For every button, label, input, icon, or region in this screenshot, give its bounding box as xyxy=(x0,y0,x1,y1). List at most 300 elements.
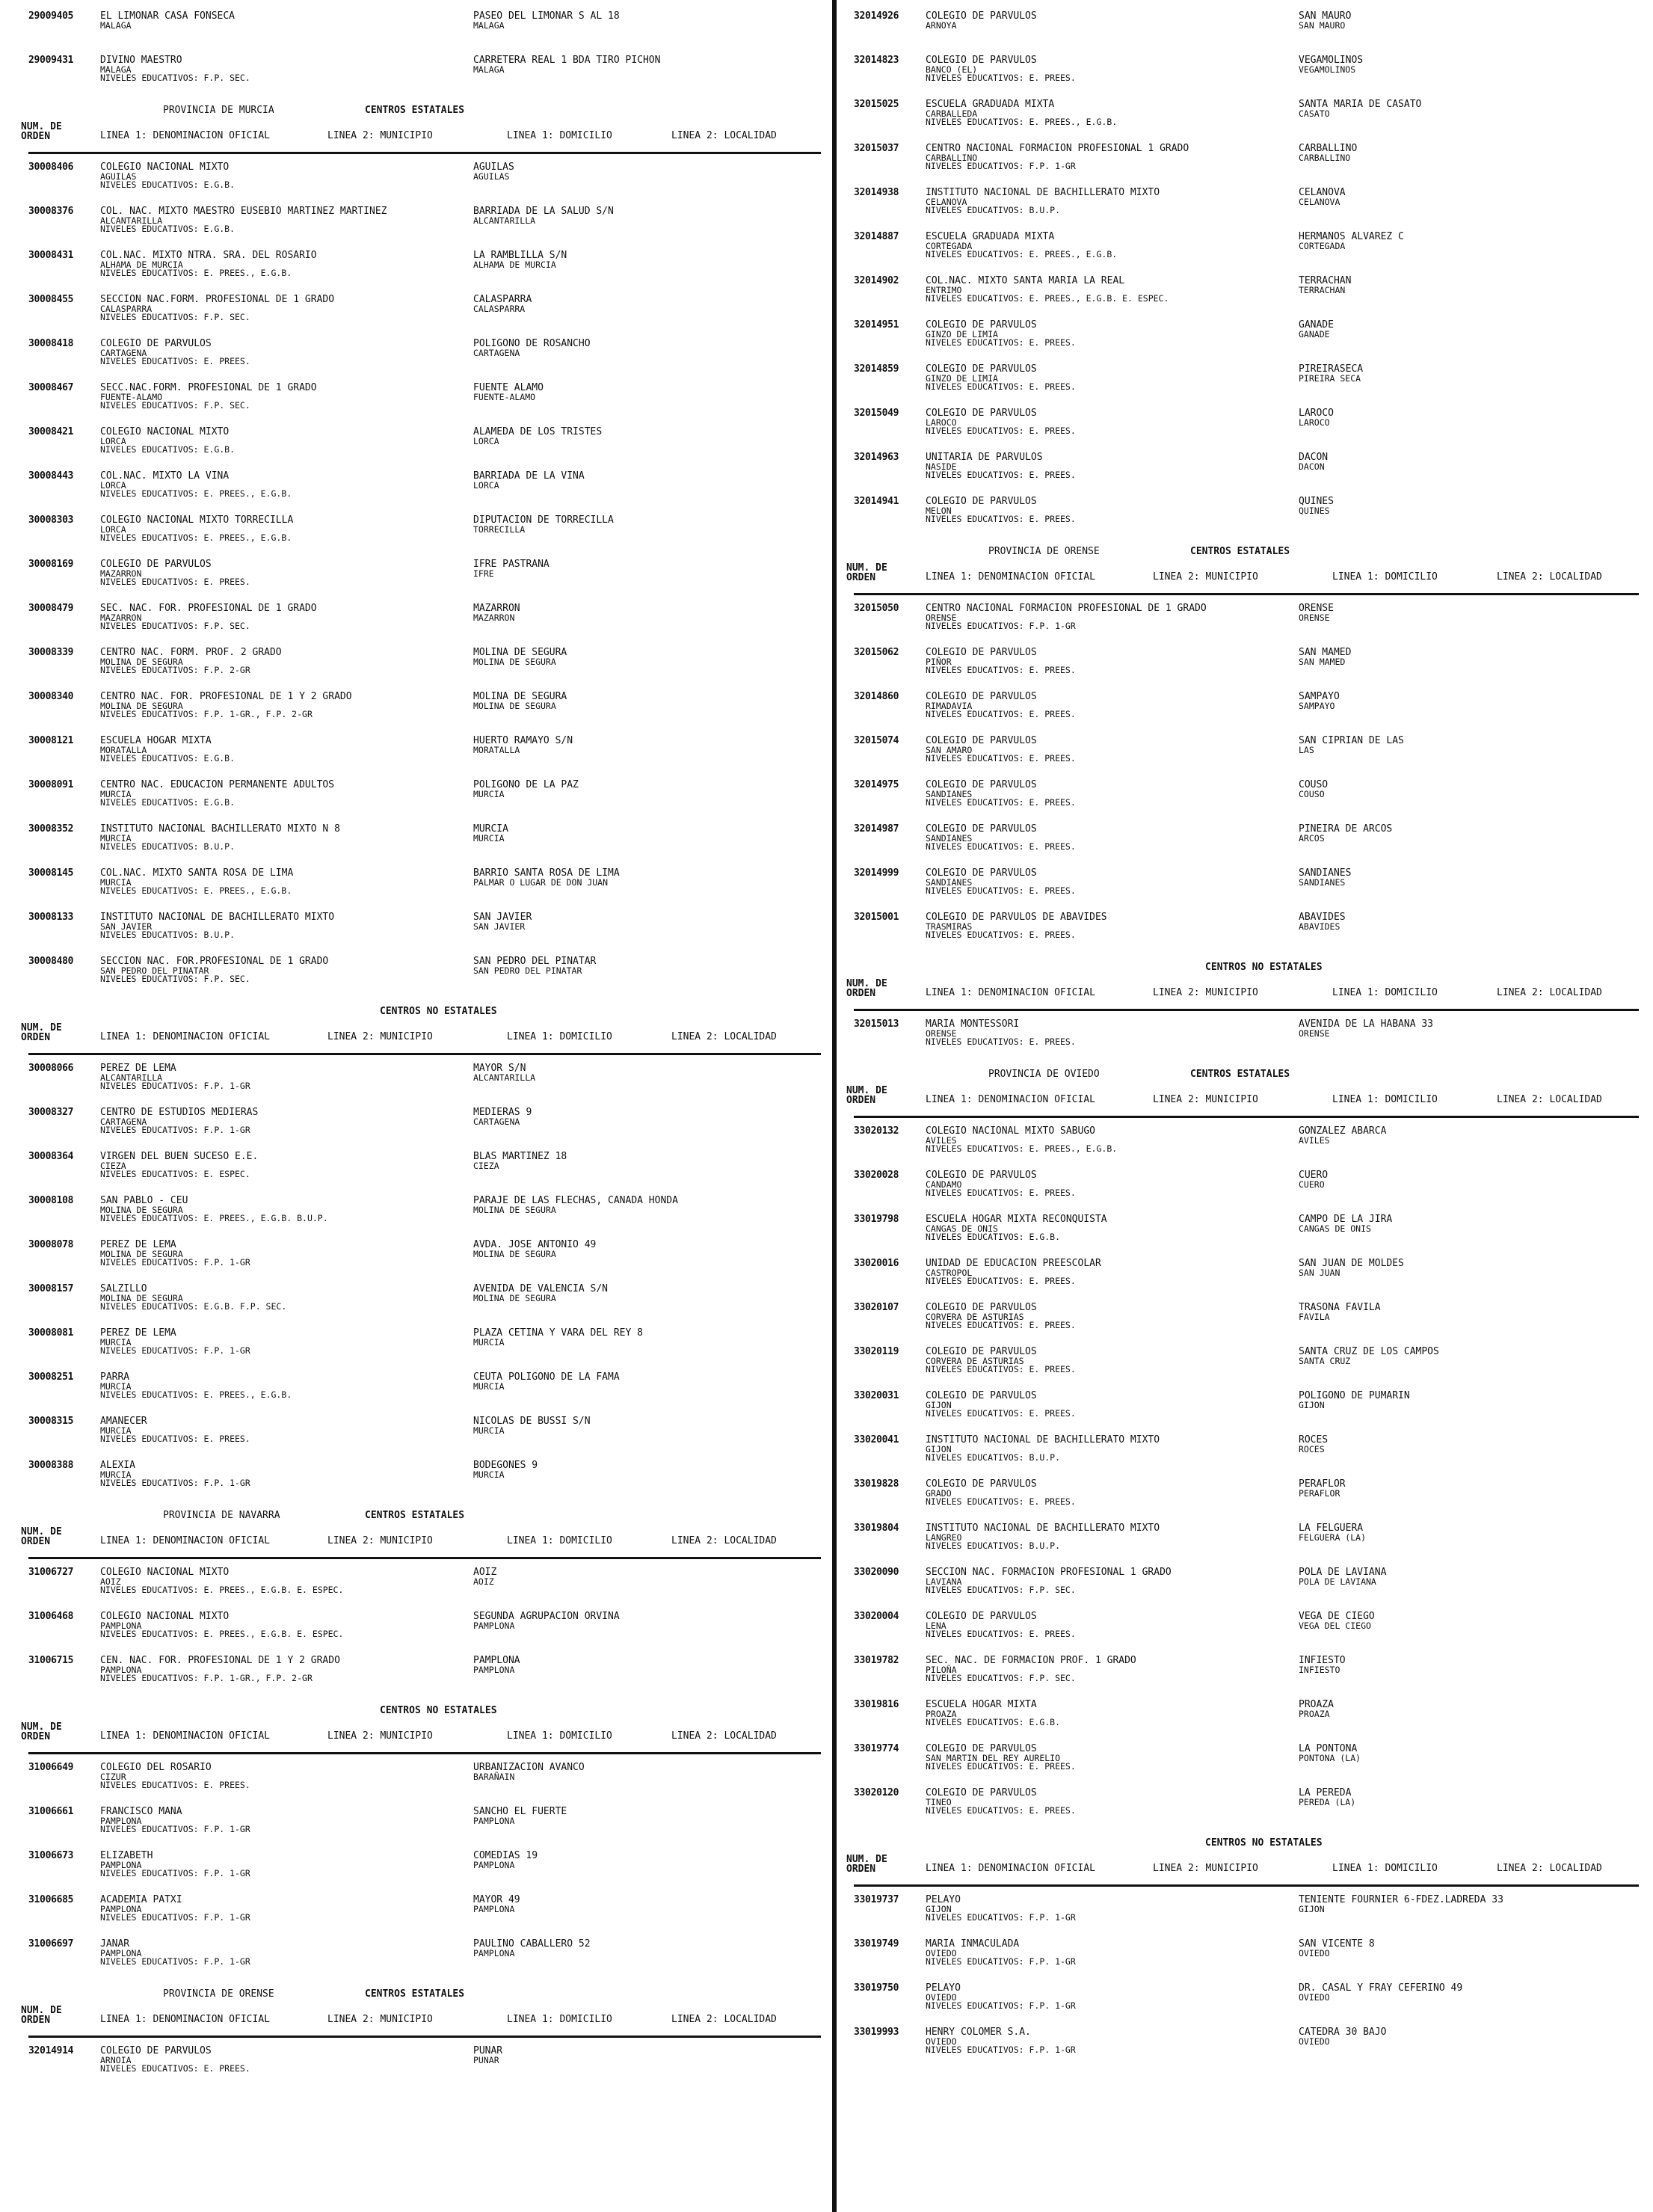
municipio: MURCIA xyxy=(100,1469,132,1480)
localidad: AOIZ xyxy=(473,1576,494,1586)
order-number: 33019993 xyxy=(854,2027,899,2038)
table-header xyxy=(21,2003,821,2038)
denominacion-oficial: PEREZ DE LEMA xyxy=(100,1328,176,1339)
entry-address-block xyxy=(473,1416,802,1435)
entry-row xyxy=(854,231,1639,275)
municipio: OVIEDO xyxy=(926,2036,957,2047)
entry-address-block xyxy=(1299,912,1628,931)
localidad: PROAZA xyxy=(1299,1708,1330,1718)
niveles-educativos: NIVELES EDUCATIVOS: E. PREES. xyxy=(100,356,250,366)
order-number: 30008078 xyxy=(28,1239,74,1250)
niveles-educativos: NIVELES EDUCATIVOS: B.U.P. xyxy=(926,1540,1061,1551)
localidad: ALCANTARILLA xyxy=(473,1072,536,1082)
niveles-educativos: NIVELES EDUCATIVOS: E. PREES. xyxy=(926,470,1076,480)
domicilio: PLAZA CETINA Y VARA DEL REY 8 xyxy=(473,1328,643,1339)
order-number: 30008455 xyxy=(28,294,74,305)
entry-denomination-block xyxy=(100,427,489,455)
municipio: LANGREO xyxy=(926,1531,962,1543)
order-number: 33020107 xyxy=(854,1302,899,1313)
localidad: MURCIA xyxy=(473,788,505,799)
entry-address-block xyxy=(473,206,802,225)
niveles-educativos: NIVELES EDUCATIVOS: E. PREES., E.G.B. E. ESPEC. xyxy=(100,1629,344,1639)
entry-denomination-block xyxy=(926,320,1314,348)
entry-address-block xyxy=(1299,188,1628,206)
entry-denomination-block xyxy=(100,912,489,940)
niveles-educativos: NIVELES EDUCATIVOS: F.P. 1-GR xyxy=(100,1125,250,1135)
centros-type: CENTROS NO ESTATALES xyxy=(1205,1837,1323,1849)
localidad: CARTAGENA xyxy=(473,1116,520,1126)
localidad: ABAVIDES xyxy=(1299,921,1340,931)
municipio: SANDIANES xyxy=(926,832,973,844)
localidad: PAMPLONA xyxy=(473,1620,515,1630)
denominacion-oficial: PEREZ DE LEMA xyxy=(100,1240,176,1250)
order-number: 30008121 xyxy=(28,735,74,746)
header-num-orden: NUM. DE ORDEN xyxy=(846,1854,887,1875)
denominacion-oficial: CENTRO DE ESTUDIOS MEDIERAS xyxy=(100,1107,259,1118)
entry-row xyxy=(854,10,1639,55)
entry-address-block xyxy=(1299,232,1628,251)
localidad: CALASPARRA xyxy=(473,303,526,313)
order-number: 32014999 xyxy=(854,867,899,879)
entry-address-block xyxy=(1299,1479,1628,1498)
domicilio: PERAFLOR xyxy=(1299,1479,1346,1490)
denominacion-oficial: COLEGIO DE PARVULOS xyxy=(926,1744,1037,1754)
niveles-educativos: NIVELES EDUCATIVOS: F.P. 1-GR xyxy=(926,2000,1076,2011)
localidad: ALCANTARILLA xyxy=(473,215,536,225)
entry-denomination-block xyxy=(100,295,489,322)
order-number: 30008479 xyxy=(28,603,74,614)
domicilio: DIPUTACION DE TORRECILLA xyxy=(473,515,614,526)
localidad: LORCA xyxy=(473,479,499,490)
municipio: OVIEDO xyxy=(926,1991,957,2003)
niveles-educativos: NIVELES EDUCATIVOS: B.U.P. xyxy=(926,1452,1061,1463)
municipio: LORCA xyxy=(100,479,126,491)
domicilio: CARBALLINO xyxy=(1299,144,1358,154)
entry-row xyxy=(854,647,1639,691)
localidad: MALAGA xyxy=(473,64,505,74)
domicilio: POLIGONO DE LA PAZ xyxy=(473,780,579,790)
denominacion-oficial: COLEGIO NACIONAL MIXTO xyxy=(100,162,230,173)
niveles-educativos: NIVELES EDUCATIVOS: E. PREES., E.G.B. xyxy=(926,1143,1118,1154)
entry-address-block xyxy=(1299,1744,1628,1763)
denominacion-oficial: ACADEMIA PATXI xyxy=(100,1895,182,1905)
entry-address-block xyxy=(1299,1019,1628,1038)
niveles-educativos: NIVELES EDUCATIVOS: F.P. SEC. xyxy=(100,312,250,322)
niveles-educativos: NIVELES EDUCATIVOS: E. PREES. xyxy=(926,709,1076,719)
localidad: MOLINA DE SEGURA xyxy=(473,1204,556,1214)
domicilio: ROCES xyxy=(1299,1435,1329,1446)
entry-row xyxy=(28,338,821,382)
localidad: FAVILA xyxy=(1299,1311,1330,1321)
entry-denomination-block xyxy=(100,1567,489,1595)
entry-denomination-block xyxy=(100,1851,489,1878)
niveles-educativos: NIVELES EDUCATIVOS: F.P. 1-GR xyxy=(100,1824,250,1834)
niveles-educativos: NIVELES EDUCATIVOS: E. PREES., E.G.B. E. ESPEC. xyxy=(926,293,1169,304)
entry-row xyxy=(854,1434,1639,1478)
entry-denomination-block xyxy=(100,1807,489,1834)
entry-denomination-block xyxy=(926,232,1314,259)
domicilio: URBANIZACION AVANCO xyxy=(473,1763,585,1773)
municipio: AGUILAS xyxy=(100,170,137,182)
entry-denomination-block xyxy=(926,736,1314,764)
domicilio: CEUTA POLIGONO DE LA FAMA xyxy=(473,1372,620,1383)
entry-address-block xyxy=(1299,1939,1628,1958)
entry-denomination-block xyxy=(926,497,1314,524)
denominacion-oficial: UNIDAD DE EDUCACION PREESCOLAR xyxy=(926,1259,1101,1269)
denominacion-oficial: COLEGIO DE PARVULOS DE ABAVIDES xyxy=(926,912,1107,923)
entry-row xyxy=(854,143,1639,187)
entry-denomination-block xyxy=(100,11,489,30)
denominacion-oficial: SECCION NAC. FORMACION PROFESIONAL 1 GRADO xyxy=(926,1567,1172,1578)
entry-address-block xyxy=(473,339,802,357)
entry-row xyxy=(28,1938,821,1982)
entry-row xyxy=(854,496,1639,540)
order-number: 33020120 xyxy=(854,1787,899,1798)
order-number: 33020031 xyxy=(854,1390,899,1401)
niveles-educativos: NIVELES EDUCATIVOS: E.G.B. xyxy=(100,797,236,808)
entry-address-block xyxy=(1299,1656,1628,1674)
entry-denomination-block xyxy=(926,1788,1314,1816)
municipio: MURCIA xyxy=(100,788,132,799)
niveles-educativos: NIVELES EDUCATIVOS: E. PREES. xyxy=(926,1364,1076,1374)
entry-row xyxy=(854,603,1639,647)
entry-address-block xyxy=(473,648,802,666)
domicilio: VEGAMOLINOS xyxy=(1299,55,1364,66)
entry-address-block xyxy=(1299,1259,1628,1277)
municipio: CANDAMO xyxy=(926,1179,962,1190)
domicilio: SAN JAVIER xyxy=(473,912,532,923)
niveles-educativos: NIVELES EDUCATIVOS: E. PREES., E.G.B. xyxy=(100,1389,292,1400)
domicilio: PAMPLONA xyxy=(473,1656,520,1666)
order-number: 30008327 xyxy=(28,1107,74,1118)
entry-row xyxy=(28,603,821,647)
localidad: MAZARRON xyxy=(473,612,515,622)
entry-denomination-block xyxy=(926,1744,1314,1772)
niveles-educativos: NIVELES EDUCATIVOS: B.U.P. xyxy=(100,841,236,852)
centros-heading-row xyxy=(28,1000,821,1020)
municipio: ARNOIA xyxy=(100,2054,132,2065)
municipio: MOLINA DE SEGURA xyxy=(100,1292,183,1303)
municipio: LENA xyxy=(926,1620,946,1631)
table-header xyxy=(21,1524,821,1559)
niveles-educativos: NIVELES EDUCATIVOS: F.P. SEC. xyxy=(926,1585,1076,1595)
entry-row xyxy=(854,319,1639,363)
entry-denomination-block xyxy=(926,144,1314,171)
municipio: SANDIANES xyxy=(926,788,973,799)
entry-address-block xyxy=(1299,1523,1628,1542)
entry-address-block xyxy=(473,295,802,313)
province-name: PROVINCIA DE MURCIA xyxy=(163,105,274,116)
municipio: MOLINA DE SEGURA xyxy=(100,700,183,711)
denominacion-oficial: COLEGIO DE PARVULOS xyxy=(926,1479,1037,1490)
entry-denomination-block xyxy=(926,1347,1314,1374)
domicilio: POLA DE LAVIANA xyxy=(1299,1567,1387,1578)
domicilio: SAN MAURO xyxy=(1299,11,1352,22)
denominacion-oficial: COLEGIO DE PARVULOS xyxy=(926,497,1037,507)
entry-address-block xyxy=(1299,2027,1628,2046)
municipio: TRASMIRAS xyxy=(926,921,973,932)
localidad: SAN JUAN xyxy=(1299,1267,1340,1277)
order-number: 30008091 xyxy=(28,779,74,790)
entry-denomination-block xyxy=(100,1107,489,1135)
localidad: PONTONA (LA) xyxy=(1299,1752,1361,1763)
entry-denomination-block xyxy=(926,452,1314,480)
domicilio: AOIZ xyxy=(473,1567,497,1578)
municipio: CELANOVA xyxy=(926,196,967,207)
denominacion-oficial: COLEGIO DE PARVULOS xyxy=(926,1391,1037,1401)
entry-row xyxy=(28,735,821,779)
entry-row xyxy=(28,1806,821,1850)
localidad: PAMPLONA xyxy=(473,1859,515,1870)
denominacion-oficial: SEC. NAC. DE FORMACION PROF. 1 GRADO xyxy=(926,1656,1136,1666)
entry-denomination-block xyxy=(926,1435,1314,1463)
domicilio: PROAZA xyxy=(1299,1700,1334,1710)
header-municipio: LINEA 2: MUNICIPIO xyxy=(327,1730,433,1742)
order-number: 33020090 xyxy=(854,1567,899,1578)
denominacion-oficial: PELAYO xyxy=(926,1895,961,1905)
denominacion-oficial: COLEGIO DE PARVULOS xyxy=(926,648,1037,658)
order-number: 30008443 xyxy=(28,470,74,482)
order-number: 31006697 xyxy=(28,1938,74,1950)
order-number: 33020016 xyxy=(854,1258,899,1269)
column-divider xyxy=(832,0,837,2212)
header-localidad: LINEA 2: LOCALIDAD xyxy=(1497,571,1602,583)
entry-row xyxy=(854,1170,1639,1214)
order-number: 33019804 xyxy=(854,1523,899,1534)
entry-address-block xyxy=(1299,276,1628,295)
municipio: MELON xyxy=(926,505,952,516)
entry-row xyxy=(854,1346,1639,1390)
entry-denomination-block xyxy=(100,1240,489,1268)
domicilio: LA RAMBLILLA S/N xyxy=(473,251,567,261)
entry-address-block xyxy=(473,1656,802,1674)
niveles-educativos: NIVELES EDUCATIVOS: F.P. 1-GR xyxy=(926,621,1076,631)
niveles-educativos: NIVELES EDUCATIVOS: E. PREES. xyxy=(926,1188,1076,1198)
domicilio: GANADE xyxy=(1299,320,1334,331)
header-num-orden: NUM. DE ORDEN xyxy=(21,121,62,142)
domicilio: BARRIO SANTA ROSA DE LIMA xyxy=(473,868,620,879)
entry-address-block xyxy=(473,912,802,931)
domicilio: FUENTE ALAMO xyxy=(473,383,544,393)
entry-address-block xyxy=(1299,1126,1628,1145)
entry-denomination-block xyxy=(926,1656,1314,1683)
entry-address-block xyxy=(473,868,802,887)
entry-row xyxy=(854,452,1639,496)
order-number: 32015013 xyxy=(854,1019,899,1030)
order-number: 33019782 xyxy=(854,1655,899,1666)
niveles-educativos: NIVELES EDUCATIVOS: F.P. 1-GR xyxy=(100,1081,250,1091)
entry-denomination-block xyxy=(100,780,489,808)
denominacion-oficial: CEN. NAC. FOR. PROFESIONAL DE 1 Y 2 GRADO xyxy=(100,1656,340,1666)
denominacion-oficial: COLEGIO NACIONAL MIXTO SABUGO xyxy=(926,1126,1095,1137)
niveles-educativos: NIVELES EDUCATIVOS: E. PREES., E.G.B. xyxy=(100,532,292,543)
niveles-educativos: NIVELES EDUCATIVOS: E. PREES. xyxy=(100,1434,250,1444)
domicilio: COMEDIAS 19 xyxy=(473,1851,538,1861)
entry-denomination-block xyxy=(100,1763,489,1790)
entry-row xyxy=(854,1655,1639,1699)
denominacion-oficial: ELIZABETH xyxy=(100,1851,153,1861)
entry-denomination-block xyxy=(926,1939,1314,1967)
denominacion-oficial: COLEGIO DE PARVULOS xyxy=(926,364,1037,375)
order-number: 30008467 xyxy=(28,382,74,393)
denominacion-oficial: COLEGIO DE PARVULOS xyxy=(100,339,212,349)
entry-row xyxy=(854,1125,1639,1170)
niveles-educativos: NIVELES EDUCATIVOS: F.P. 1-GR xyxy=(926,1912,1076,1923)
domicilio: BLAS MARTINEZ 18 xyxy=(473,1152,567,1162)
domicilio: MAYOR 49 xyxy=(473,1895,520,1905)
denominacion-oficial: COLEGIO DE PARVULOS xyxy=(926,780,1037,790)
domicilio: SEGUNDA AGRUPACION ORVINA xyxy=(473,1612,620,1622)
localidad: SAN MAURO xyxy=(1299,19,1346,30)
municipio: PIÑOR xyxy=(926,656,952,667)
denominacion-oficial: COLEGIO NACIONAL MIXTO TORRECILLA xyxy=(100,515,294,526)
domicilio: IFRE PASTRANA xyxy=(473,559,550,570)
entry-row xyxy=(28,1107,821,1151)
municipio: SAN MARTIN DEL REY AURELIO xyxy=(926,1752,1061,1763)
header-municipio: LINEA 2: MUNICIPIO xyxy=(1153,1094,1258,1105)
localidad: MURCIA xyxy=(473,832,505,843)
niveles-educativos: NIVELES EDUCATIVOS: F.P. 1-GR., F.P. 2-GR xyxy=(100,709,313,719)
entry-denomination-block xyxy=(100,251,489,278)
localidad: ARCOS xyxy=(1299,832,1325,843)
localidad: FUENTE-ALAMO xyxy=(473,391,536,402)
municipio: AVILES xyxy=(926,1134,957,1146)
niveles-educativos: NIVELES EDUCATIVOS: E. PREES., E.G.B. xyxy=(100,268,292,278)
municipio: SAN PEDRO DEL PINATAR xyxy=(100,965,209,976)
niveles-educativos: NIVELES EDUCATIVOS: E.G.B. xyxy=(100,224,236,234)
niveles-educativos: NIVELES EDUCATIVOS: E. PREES. xyxy=(926,930,1076,940)
denominacion-oficial: FRANCISCO MAÑA xyxy=(100,1807,182,1817)
localidad: BARAÑAIN xyxy=(473,1771,515,1781)
domicilio: PINEIRA DE ARCOS xyxy=(1299,824,1393,835)
domicilio: ALAMEDA DE LOS TRISTES xyxy=(473,427,603,437)
header-localidad: LINEA 2: LOCALIDAD xyxy=(1497,987,1602,998)
order-number: 33020132 xyxy=(854,1125,899,1137)
municipio: GIJON xyxy=(926,1443,952,1454)
centros-heading-row xyxy=(28,1699,821,1719)
header-num-orden: NUM. DE ORDEN xyxy=(21,1526,62,1547)
entry-denomination-block xyxy=(926,188,1314,215)
order-number: 32014975 xyxy=(854,779,899,790)
entry-address-block xyxy=(1299,692,1628,710)
entry-row xyxy=(28,1371,821,1416)
niveles-educativos: NIVELES EDUCATIVOS: F.P. 1-GR xyxy=(100,1257,250,1268)
province-name: PROVINCIA DE OVIEDO xyxy=(988,1069,1100,1080)
municipio: MALAGA xyxy=(100,64,132,75)
order-number: 31006685 xyxy=(28,1894,74,1905)
entry-address-block xyxy=(473,1152,802,1170)
localidad: MOLINA DE SEGURA xyxy=(473,656,556,666)
header-municipio: LINEA 2: MUNICIPIO xyxy=(1153,987,1258,998)
denominacion-oficial: COLEGIO DE PARVULOS xyxy=(926,320,1037,331)
domicilio: PIREIRASECA xyxy=(1299,364,1364,375)
header-municipio: LINEA 2: MUNICIPIO xyxy=(327,130,433,141)
province-name: PROVINCIA DE ORENSE xyxy=(988,546,1100,557)
entry-denomination-block xyxy=(926,1567,1314,1595)
niveles-educativos: NIVELES EDUCATIVOS: F.P. SEC. xyxy=(100,400,250,411)
denominacion-oficial: SEC. NAC. FOR. PROFESIONAL DE 1 GRADO xyxy=(100,603,317,614)
localidad: MOLINA DE SEGURA xyxy=(473,700,556,710)
niveles-educativos: NIVELES EDUCATIVOS: E.G.B. xyxy=(926,1717,1061,1727)
niveles-educativos: NIVELES EDUCATIVOS: E. PREES. xyxy=(926,753,1076,764)
entry-row xyxy=(854,99,1639,143)
denominacion-oficial: COLEGIO DE PARVULOS xyxy=(100,2046,212,2056)
denominacion-oficial: INSTITUTO NACIONAL DE BACHILLERATO MIXTO xyxy=(926,188,1160,198)
header-localidad: LINEA 2: LOCALIDAD xyxy=(671,1535,777,1546)
municipio: GIJON xyxy=(926,1399,952,1410)
order-number: 32014887 xyxy=(854,231,899,242)
niveles-educativos: NIVELES EDUCATIVOS: E. PREES. xyxy=(926,73,1076,83)
localidad: SAMPAYO xyxy=(1299,700,1335,710)
municipio: CIEZA xyxy=(100,1160,126,1171)
denominacion-oficial: COLEGIO DE PARVULOS xyxy=(926,1303,1037,1313)
entry-denomination-block xyxy=(926,692,1314,719)
domicilio: POLIGONO DE PUMARIN xyxy=(1299,1391,1410,1401)
entry-denomination-block xyxy=(100,1939,489,1967)
header-num-orden: NUM. DE ORDEN xyxy=(846,978,887,999)
domicilio: SAMPAYO xyxy=(1299,692,1340,702)
order-number: 33020028 xyxy=(854,1170,899,1181)
municipio: MORATALLA xyxy=(100,744,147,755)
domicilio: AGUILAS xyxy=(473,162,514,173)
municipio: LORCA xyxy=(100,435,126,446)
entry-row xyxy=(854,1214,1639,1258)
municipio: PAMPLONA xyxy=(100,1859,142,1870)
localidad: PAMPLONA xyxy=(473,1815,515,1825)
denominacion-oficial: COL.NAC. MIXTO NTRA. SRA. DEL ROSARIO xyxy=(100,251,317,261)
niveles-educativos: NIVELES EDUCATIVOS: E. PREES. xyxy=(100,577,250,587)
municipio: GINZO DE LIMIA xyxy=(926,372,998,384)
localidad: SAN PEDRO DEL PINATAR xyxy=(473,965,582,975)
denominacion-oficial: COLEGIO DE PARVULOS xyxy=(926,824,1037,835)
entry-address-block xyxy=(473,736,802,755)
entry-address-block xyxy=(473,383,802,402)
niveles-educativos: NIVELES EDUCATIVOS: E. PREES. xyxy=(926,337,1076,348)
centros-type: CENTROS ESTATALES xyxy=(365,1510,465,1521)
entry-row xyxy=(854,1019,1639,1063)
domicilio: AVDA. JOSE ANTONIO 49 xyxy=(473,1240,597,1250)
province-heading-row xyxy=(28,1504,821,1524)
entry-address-block xyxy=(1299,648,1628,666)
entry-address-block xyxy=(473,515,802,534)
localidad: LORCA xyxy=(473,435,499,446)
domicilio: TRASONA FAVILA xyxy=(1299,1303,1381,1313)
municipio: MAZARRON xyxy=(100,612,142,623)
municipio: CARBALLEDA xyxy=(926,108,978,119)
domicilio: TENIENTE FOURNIER 6-FDEZ.LADREDA 33 xyxy=(1299,1895,1503,1905)
entry-denomination-block xyxy=(926,55,1314,83)
municipio: CORVERA DE ASTURIAS xyxy=(926,1311,1024,1322)
localidad: GIJON xyxy=(1299,1399,1325,1410)
denominacion-oficial: COLEGIO DE PARVULOS xyxy=(926,868,1037,879)
entry-address-block xyxy=(473,603,802,622)
domicilio: ORENSE xyxy=(1299,603,1334,614)
order-number: 33020041 xyxy=(854,1434,899,1446)
domicilio: INFIESTO xyxy=(1299,1656,1346,1666)
domicilio: POLIGONO DE ROSANCHO xyxy=(473,339,591,349)
localidad: PIREIRA SECA xyxy=(1299,372,1361,383)
header-domicilio: LINEA 1: DOMICILIO xyxy=(507,1535,612,1546)
entry-denomination-block xyxy=(100,1196,489,1223)
entry-address-block xyxy=(1299,1347,1628,1365)
entry-address-block xyxy=(1299,99,1628,118)
municipio: SANDIANES xyxy=(926,876,973,888)
entry-row xyxy=(28,514,821,559)
niveles-educativos: NIVELES EDUCATIVOS: F.P. 1-GR xyxy=(926,1956,1076,1967)
entry-denomination-block xyxy=(100,339,489,366)
domicilio: LAROCO xyxy=(1299,408,1334,419)
entry-row xyxy=(28,647,821,691)
